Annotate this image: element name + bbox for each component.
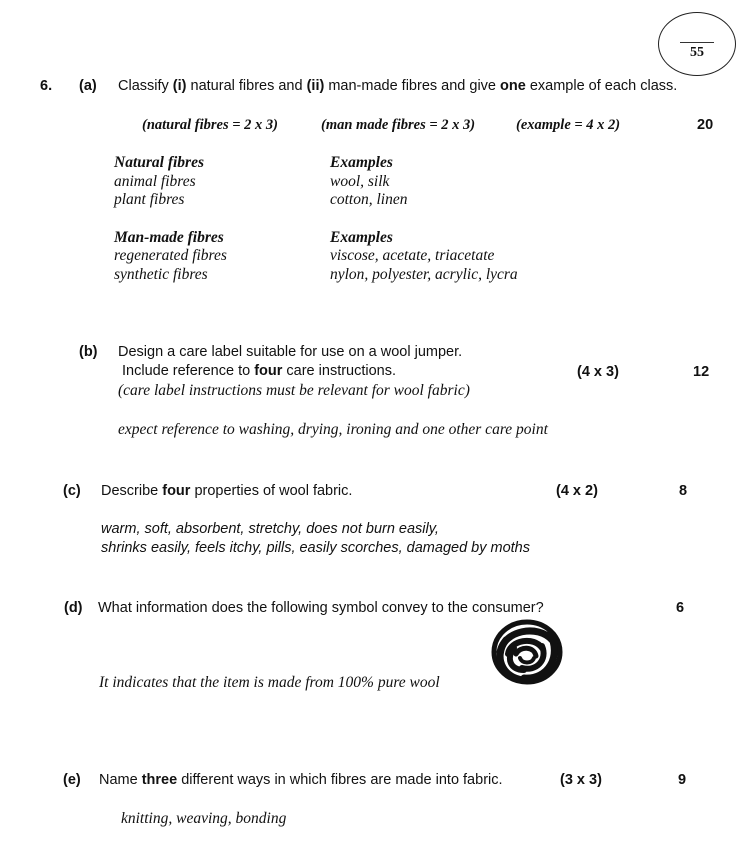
score-divider — [680, 42, 714, 43]
marks-example: (example = 4 x 2) — [516, 117, 621, 133]
manmade-fibre-item: regenerated fibres — [114, 247, 227, 264]
natural-example-item: wool, silk — [330, 173, 390, 190]
part-a-prompt: Classify (i) natural fibres and (ii) man-made fibres and give one example of each class. — [118, 78, 678, 94]
part-d-answer: It indicates that the item is made from 100% pure wool — [99, 674, 440, 691]
woolmark-icon — [490, 618, 564, 686]
manmade-fibre-item: synthetic fibres — [114, 266, 208, 283]
part-a-label: (a) — [79, 78, 97, 94]
score-value: 55 — [690, 45, 704, 60]
natural-example-item: cotton, linen — [330, 191, 408, 208]
part-e-prompt: Name three different ways in which fibres are made into fabric. — [99, 772, 503, 788]
part-a-total: 20 — [697, 117, 714, 133]
natural-fibres-heading: Natural fibres — [114, 154, 204, 171]
part-b-line3: (care label instructions must be relevant for wool fabric) — [118, 382, 470, 399]
part-b-answer: expect reference to washing, drying, ironing and one other care point — [118, 421, 548, 438]
part-d-prompt: What information does the following symbol convey to the consumer? — [98, 600, 544, 616]
part-b-total: 12 — [693, 364, 710, 380]
part-c-answer-line1: warm, soft, absorbent, stretchy, does not burn easily, — [101, 521, 439, 537]
marks-natural: (natural fibres = 2 x 3) — [142, 117, 278, 133]
manmade-fibres-heading: Man-made fibres — [114, 229, 224, 246]
part-c-marks: (4 x 2) — [556, 483, 598, 499]
part-d-label: (d) — [64, 600, 83, 616]
part-e-label: (e) — [63, 772, 81, 788]
natural-fibre-item: plant fibres — [114, 191, 185, 208]
marks-manmade: (man made fibres = 2 x 3) — [321, 117, 476, 133]
score-oval — [658, 12, 736, 76]
part-c-label: (c) — [63, 483, 81, 499]
part-e-answer: knitting, weaving, bonding — [121, 810, 287, 827]
part-c-answer-line2: shrinks easily, feels itchy, pills, easily scorches, damaged by moths — [101, 540, 530, 556]
part-b-line1: Design a care label suitable for use on a wool jumper. — [118, 344, 463, 360]
part-e-total: 9 — [678, 772, 687, 788]
part-e-marks: (3 x 3) — [560, 772, 602, 788]
part-c-prompt: Describe four properties of wool fabric. — [101, 483, 353, 499]
part-b-marks: (4 x 3) — [577, 364, 619, 380]
part-b-label: (b) — [79, 344, 98, 360]
natural-examples-heading: Examples — [330, 154, 393, 171]
manmade-example-item: viscose, acetate, triacetate — [330, 247, 495, 264]
manmade-example-item: nylon, polyester, acrylic, lycra — [330, 266, 518, 283]
part-b-line2: Include reference to four care instructions. — [122, 363, 397, 379]
part-d-total: 6 — [676, 600, 685, 616]
natural-fibre-item: animal fibres — [114, 173, 196, 190]
part-c-total: 8 — [679, 483, 688, 499]
question-number: 6. — [40, 78, 53, 94]
manmade-examples-heading: Examples — [330, 229, 393, 246]
